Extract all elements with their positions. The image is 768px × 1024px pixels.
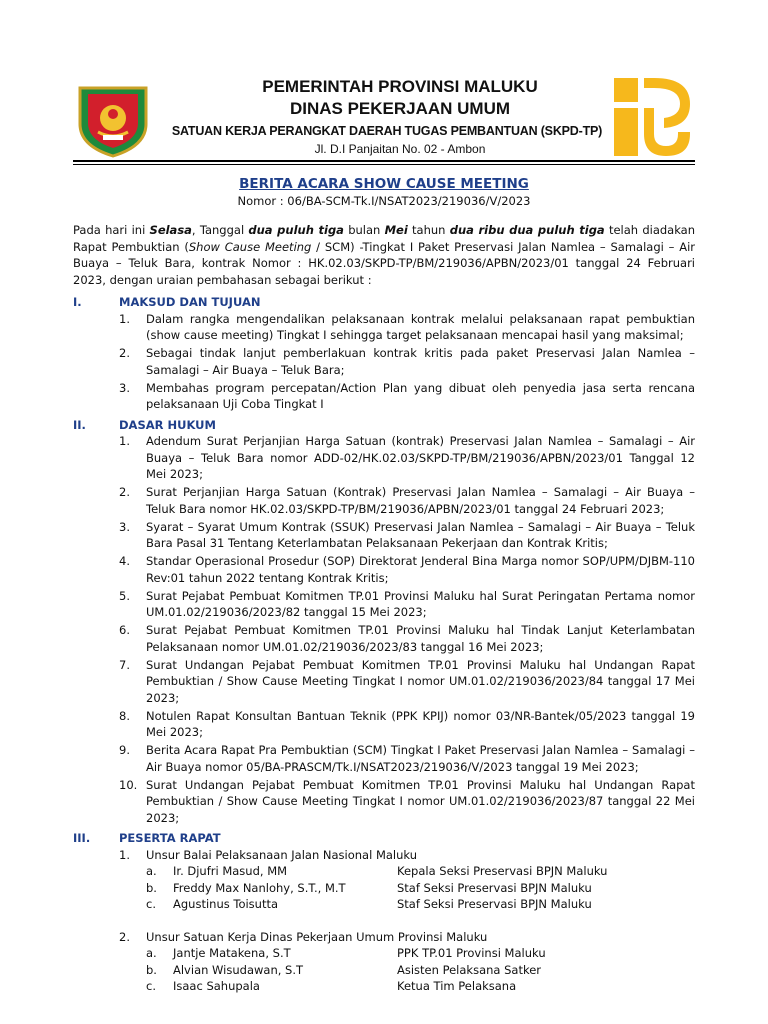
list-item <box>73 553 695 586</box>
list-item <box>73 380 695 413</box>
section-participants <box>73 830 695 995</box>
list-item-number: 2. <box>119 485 130 499</box>
list-item-number: 7. <box>119 657 130 672</box>
list-item <box>73 657 695 707</box>
participant-group <box>73 929 695 995</box>
participant-role: Asisten Pelaksana Satker <box>397 962 542 977</box>
intro-date: dua puluh tiga <box>248 223 344 237</box>
participant-name: Jantje Matakena, S.T <box>173 946 291 960</box>
list-item <box>73 433 695 483</box>
section-number: III. <box>73 831 91 845</box>
participant-group <box>73 847 695 913</box>
list-item-number: 5. <box>119 588 130 603</box>
participant-name: Ir. Djufri Masud, MM <box>173 864 288 878</box>
list-item <box>73 519 695 552</box>
list-item-number: 9. <box>119 743 130 757</box>
header-department: DINAS PEKERJAAN UMUM <box>289 99 511 118</box>
list-item-text: Surat Undangan Pejabat Pembuat Komitmen TP.01 Provinsi Maluku hal Undangan Rapat Pembuktian / Show Cause Meeting Tingkat I nomor UM.01.02/219036/2023/84 tanggal 17 Mei 2023; <box>146 657 695 705</box>
intro-scm: Show Cause Meeting <box>188 239 312 254</box>
list-item-text: Adendum Surat Perjanjian Harga Satuan (kontrak) Preservasi Jalan Namlea – Samalagi – Air Buaya – Teluk Bara nomor ADD-02/HK.02.03/SKPD-TP/BM/219036/APBN/2023/01 Tanggal 12 Mei 2023; <box>146 434 695 481</box>
participant-row <box>73 978 695 995</box>
group-heading <box>73 847 695 864</box>
intro-text: telah diadakan Rapat Pembuktian ( <box>73 223 696 254</box>
participant-letter: c. <box>146 979 156 993</box>
participant-row <box>73 896 695 913</box>
list-item-number: 4. <box>119 554 130 568</box>
pu-logo-icon <box>614 78 692 156</box>
section-title: DASAR HUKUM <box>119 417 216 432</box>
participant-role: Staf Seksi Preservasi BPJN Maluku <box>397 880 592 895</box>
list-item <box>73 777 695 827</box>
intro-year: dua ribu dua puluh tiga <box>449 223 605 237</box>
group-heading <box>73 929 695 946</box>
list-item-number: 8. <box>119 708 130 723</box>
participant-row <box>73 863 695 880</box>
participant-role: Ketua Tim Pelaksana <box>397 979 517 993</box>
participant-row <box>73 880 695 897</box>
list-item-text: Notulen Rapat Konsultan Bantuan Teknik (PPK KPIJ) nomor 03/NR-Bantek/05/2023 tanggal 19 Mei 2023; <box>146 708 695 739</box>
section-number: II. <box>73 417 86 432</box>
list-item-text: Standar Operasional Prosedur (SOP) Direktorat Jenderal Bina Marga nomor SOP/UPM/DJBM-110 Rev:01 tahun 2022 tentang Kontrak Kritis; <box>146 554 695 585</box>
section-list <box>73 311 695 413</box>
document-title: BERITA ACARA SHOW CAUSE MEETING <box>239 176 529 192</box>
list-item-text: Surat Undangan Pejabat Pembuat Komitmen TP.01 Provinsi Maluku hal Undangan Rapat Pembuktian / Show Cause Meeting Tingkat I nomor UM.01.02/219036/2023/87 tanggal 22 Mei 2023; <box>146 777 695 825</box>
section-heading <box>73 417 695 434</box>
intro-month: Mei <box>384 223 408 237</box>
list-item-number: 3. <box>119 380 130 395</box>
intro-text: , Tanggal <box>191 223 249 237</box>
participant-role: Kepala Seksi Preservasi BPJN Maluku <box>397 864 608 878</box>
header-divider-thick <box>73 160 695 162</box>
list-item-text: Surat Pejabat Pembuat Komitmen TP.01 Provinsi Maluku hal Tindak Lanjut Keterlambatan Pelaksanaan nomor UM.01.02/219036/2023/83 tanggal 16 Mei 2023; <box>146 623 695 654</box>
list-item-text: Membahas program percepatan/Action Plan yang dibuat oleh penyedia jasa serta rencana pelaksanaan Uji Coba Tingkat I <box>146 380 695 411</box>
participant-letter: b. <box>146 880 157 895</box>
list-item-number: 1. <box>119 311 130 326</box>
section-title: MAKSUD DAN TUJUAN <box>119 295 261 309</box>
participant-letter: a. <box>146 946 157 960</box>
intro-paragraph <box>73 222 695 288</box>
list-item-text: Berita Acara Rapat Pra Pembuktian (SCM) Tingkat I Paket Preservasi Jalan Namlea – Samalagi – Air Buaya nomor 05/BA-PRASCM/Tk.I/NSAT2023/219036/V/2023 tanggal 19 Mei 2023; <box>146 743 695 774</box>
list-item <box>73 622 695 655</box>
section-block <box>73 417 695 827</box>
list-item-text: Syarat – Syarat Umum Kontrak (SSUK) Preservasi Jalan Namlea – Samalagi – Air Buaya – Teluk Bara Pasal 31 Tentang Keterlambatan Pelaksanaan Pekerjaan dan Kontrak Kritis; <box>146 519 695 550</box>
participant-groups <box>73 847 695 995</box>
header-address: Jl. D.I Panjaitan No. 02 - Ambon <box>314 142 486 156</box>
maluku-province-emblem-icon <box>76 80 150 158</box>
participant-list <box>73 945 695 995</box>
section-block <box>73 294 695 413</box>
participant-name: Agustinus Toisutta <box>173 897 279 911</box>
participant-role: PPK TP.01 Provinsi Maluku <box>397 946 546 960</box>
group-number: 2. <box>119 929 130 944</box>
section-heading <box>73 294 695 311</box>
participant-letter: b. <box>146 962 157 977</box>
participant-name: Freddy Max Nanlohy, S.T., M.T <box>173 880 346 895</box>
participant-role: Staf Seksi Preservasi BPJN Maluku <box>397 897 592 911</box>
intro-text: / SCM) -Tingkat I Paket Preservasi Jalan Namlea – Samalagi – Air Buaya – Teluk Bara, kontrak Nomor : HK.02.03/SKPD-TP/BM/219036/APBN/2023/01 tanggal 24 Februari 2023, dengan uraian pembahasan sebagai berikut : <box>73 239 695 287</box>
list-item-number: 10. <box>119 777 138 792</box>
list-item-text: Surat Pejabat Pembuat Komitmen TP.01 Provinsi Maluku hal Surat Peringatan Pertama nomor UM.01.02/219036/2023/82 tanggal 15 Mei 2023; <box>146 588 695 619</box>
section-title: PESERTA RAPAT <box>119 831 221 845</box>
participant-letter: a. <box>146 864 157 878</box>
intro-day: Selasa <box>149 223 192 237</box>
participant-list <box>73 863 695 913</box>
participant-row <box>73 945 695 962</box>
group-title: Unsur Balai Pelaksanaan Jalan Nasional Maluku <box>146 847 417 862</box>
section-heading <box>73 830 695 847</box>
participant-row <box>73 962 695 979</box>
list-item-text: Sebagai tindak lanjut pemberlakuan kontrak kritis pada paket Preservasi Jalan Namlea – Samalagi – Air Buaya – Teluk Bara; <box>146 346 695 377</box>
group-title: Unsur Satuan Kerja Dinas Pekerjaan Umum Provinsi Maluku <box>146 929 488 944</box>
group-spacer <box>73 913 695 929</box>
intro-text: bulan <box>343 223 385 237</box>
list-item-text: Dalam rangka mengendalikan pelaksanaan kontrak melalui pelaksanaan rapat pembuktian (show cause meeting) Tingkat I sehingga target pelaksanaan mencapai hasil yang maksimal; <box>146 311 695 342</box>
intro-text: tahun <box>407 223 450 237</box>
participant-letter: c. <box>146 897 156 911</box>
list-item <box>73 742 695 775</box>
participant-name: Isaac Sahupala <box>173 979 260 993</box>
header-government: PEMERINTAH PROVINSI MALUKU <box>262 77 538 96</box>
list-item <box>73 588 695 621</box>
list-item-number: 2. <box>119 346 130 360</box>
intro-text: Pada hari ini <box>73 223 150 237</box>
document-number: Nomor : 06/BA-SCM-Tk.I/NSAT2023/219036/V/2023 <box>237 194 531 208</box>
document-body <box>73 222 695 995</box>
header-unit: SATUAN KERJA PERANGKAT DAERAH TUGAS PEMBANTUAN (SKPD-TP) <box>171 124 603 138</box>
section-list <box>73 433 695 826</box>
list-item-text: Surat Perjanjian Harga Satuan (Kontrak) Preservasi Jalan Namlea – Samalagi – Air Buaya – Teluk Bara nomor HK.02.03/SKPD-TP/BM/219036/APBN/2023/01 tanggal 24 Februari 2023; <box>146 485 695 516</box>
list-item <box>73 311 695 344</box>
list-item-number: 3. <box>119 519 130 534</box>
sections-container <box>73 294 695 826</box>
header-divider-thin <box>73 164 695 165</box>
list-item-number: 1. <box>119 434 130 448</box>
group-number: 1. <box>119 847 130 862</box>
participant-name: Alvian Wisudawan, S.T <box>173 962 304 977</box>
list-item <box>73 708 695 741</box>
section-number: I. <box>73 295 82 309</box>
list-item <box>73 345 695 378</box>
list-item <box>73 484 695 517</box>
list-item-number: 6. <box>119 623 130 637</box>
